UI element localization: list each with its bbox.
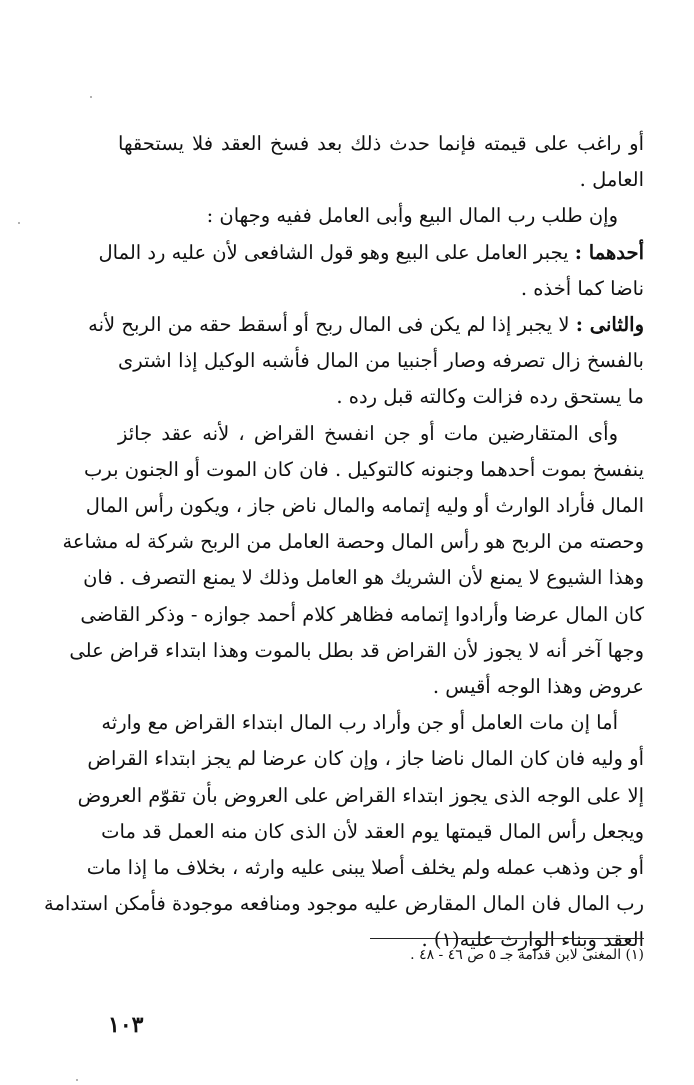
text-line: بالفسخ زال تصرفه وصار أجنبيا من المال فأشبه الوكيل إذا اشترى (118, 349, 644, 373)
second-view-label: والثانى : (575, 313, 644, 337)
footnote-divider (370, 938, 644, 939)
text-line: ينفسخ بموت أحدهما وجنونه كالتوكيل . فان كان الموت أو الجنون برب (83, 457, 644, 481)
text-line: إلا على الوجه الذى يجوز ابتداء القراض على العروض بأن تقوّم العروض (77, 783, 644, 807)
text-line (98, 235, 644, 271)
text-line: المال فأراد الوارث أو وليه إتمامه والمال ناض جاز ، ويكون رأس المال (85, 494, 644, 518)
scan-speck (18, 222, 20, 224)
text-line: وأى المتقارضين مات أو جن انفسخ القراض ، لأنه عقد جائز (118, 421, 618, 445)
scan-speck (76, 1079, 78, 1081)
scan-speck (90, 96, 92, 98)
text-line: رب المال فان المال المقارض عليه موجود ومنافعه موجودة فأمكن استدامة (44, 892, 644, 916)
text-line: العقد وبناء الوارث عليه(١) . (421, 928, 644, 952)
text-line: أو جن وذهب عمله ولم يخلف أصلا يبنى عليه وارثه ، بخلاف ما إذا مات (86, 856, 644, 880)
text-line: وجها آخر أنه لا يجوز لأن القراض قد بطل بالموت وهذا ابتداء قراض على (69, 638, 644, 662)
text-line: ما يستحق رده فزالت وكالته قبل رده . (336, 385, 644, 409)
text-line: وحصته من الربح هو رأس المال وحصة العامل من الربح شركة له مشاعة (62, 530, 644, 554)
text-line: أما إن مات العامل أو جن وأراد رب المال ابتداء القراض مع وارثه (101, 711, 618, 735)
text-line: أو وليه فان كان المال ناضا جاز ، وإن كان عرضا لم يجز ابتداء القراض (87, 747, 644, 771)
text-line: ويجعل رأس المال قيمتها يوم العقد لأن الذى كان منه العمل قد مات (101, 819, 644, 843)
text-line: ناضا كما أخذه . (520, 276, 644, 300)
page-number: ١٠٣ (108, 1012, 144, 1038)
text-line-rest: لا يجبر إذا لم يكن فى المال ربح أو أسقط حقه من الربح لأنه (88, 313, 570, 337)
text-line-rest: يجبر العامل على البيع وهو قول الشافعى لأن عليه رد المال (98, 240, 569, 264)
first-view-label: أحدهما : (574, 240, 644, 264)
text-line: أو راغب على قيمته فإنما حدث ذلك بعد فسخ العقد فلا يستحقها (118, 132, 644, 155)
text-line: العامل . (579, 168, 644, 192)
text-line: وإن طلب رب المال البيع وأبى العامل ففيه وجهان : (206, 204, 618, 228)
text-line: عروض وهذا الوجه أقيس . (432, 675, 644, 699)
text-line (88, 307, 644, 343)
main-text (44, 126, 644, 959)
footnote: (١) المغنى لابن قدامة جـ ٥ ص ٤٦ - ٤٨ . (410, 947, 644, 963)
text-line: كان المال عرضا وأرادوا إتمامه فظاهر كلام أحمد جوازه - وذكر القاضى (80, 602, 644, 626)
text-line: وهذا الشيوع لا يمنع لأن الشريك هو العامل وذلك لا يمنع التصرف . فان (83, 566, 644, 590)
